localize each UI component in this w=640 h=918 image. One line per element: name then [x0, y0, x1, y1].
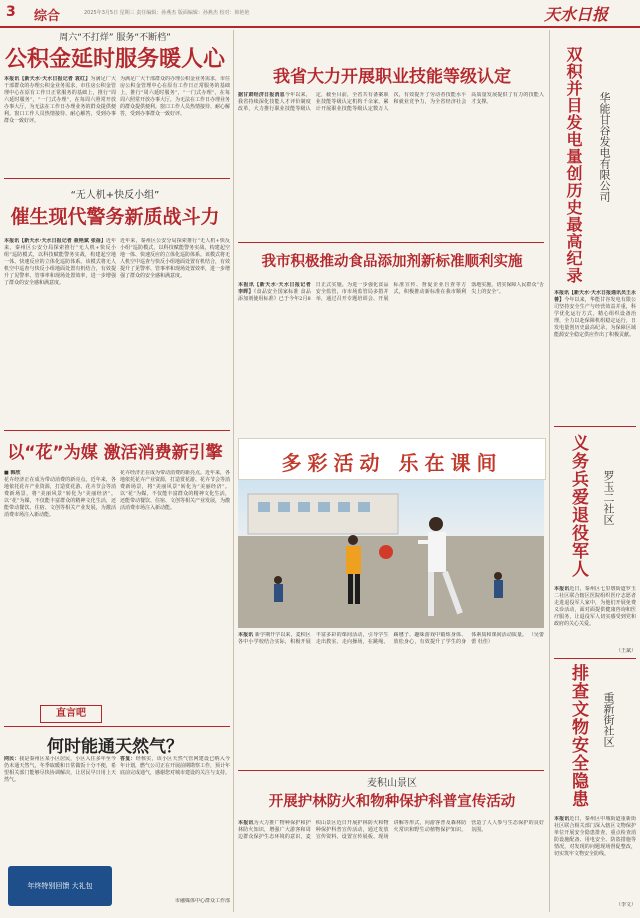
side3-org: 重新街社区 — [602, 692, 615, 747]
article3-text — [4, 470, 116, 700]
divider — [554, 426, 636, 427]
article4-reply-label: 答复： — [120, 756, 136, 762]
page-number: 3 — [6, 4, 16, 20]
article5-body: 今年以来，我省持续深化技能人才评价制度改革，大力推行职业技能等级认定，截至目前，全省共有备案职业技能等级认定机构千余家，累计开展职业技能等级认定数万人次，有效提升了劳动者技能水平和就业竞争力，为全省经济社会高质量发展提供了有力的技能人才支撑。 — [238, 92, 544, 112]
article2-kicker: “无人机+快反小组” — [70, 190, 160, 201]
photo-banner — [238, 438, 546, 480]
photo-scene — [238, 480, 544, 628]
side1-byline: 本报讯【新天水·天水日报通讯员王永善】 — [554, 290, 636, 303]
divider — [4, 726, 230, 727]
article2-byline: 本报讯【新天水·天水日报记者 聂艳斌 张蓓】 — [4, 238, 106, 244]
article1-byline: 本报讯【新天水·天水日报记者 袁红】 — [4, 76, 91, 82]
photo-credit: （吴蕾蕾 杜佳） — [471, 632, 544, 645]
article3-byline: ■ 韩欣 — [4, 470, 21, 476]
photo-caption-byline: 本报讯 — [238, 632, 254, 638]
article6-body: 《食品安全国家标准 食品添加剂使用标准》已于今年2月8日正式实施。为进一步强化食品安全监管，市市场监管局多措并举，通过召开专题培训会、开展标准宣传、督促企业自查等方式，积极推动新标准在我市顺利落地实施，切实保障人民群众“舌尖上的安全”。 — [238, 282, 544, 302]
article1-body-cont: 为满足广大干部群众的办理公积金业务需求，市住房公积金管理中心在原有工作日正常服务的基础上，推行“周六延时服务”，“一门式办理”，在每周六照常开放办事大厅，为无法在工作日办理业务的群众提供便利。窗口工作人员热情接待、耐心解答，受到办事群众一致好评。 — [120, 76, 230, 117]
divider — [554, 658, 636, 659]
article2-body: 近年来，秦州区公安分局探索推行“无人机+快反小组”巡防模式，以科技赋能警务实战，构建起空地一体、快速反应的立体化巡防体系。该模式将无人机空中巡查与快反小组地面处置有机结合，有效提升了见警率、管事率和现场处置效率，进一步增强了群众的安全感和满意度。 — [4, 238, 116, 286]
column-divider — [549, 30, 550, 912]
article1-body: 为满足广大干部群众的办理公积金业务需求，市住房公积金管理中心在原有工作日正常服务的基础上，推行“周六延时服务”，“一门式办理”，在每周六照常开放办事大厅，为无法在工作日办理业务的群众提供便利。窗口工作人员热情接待、耐心解答，受到办事群众一致好评。 — [4, 76, 116, 124]
article3-body-cont: 花卉经济正在成为带动消费的新亮点。近年来，各地依托花卉产业资源，打造赏花游、花卉节会等消费新场景，将“美丽风景”转化为“美丽经济”。以“花”为媒，不仅能丰富群众的精神文化生活，还能带动餐饮、住宿、文创等相关产业发展，为激活消费市场注入新动能。 — [120, 470, 230, 511]
article4-byline: 网民： — [4, 756, 20, 762]
article2-text — [4, 238, 116, 426]
newspaper-logo: 天水日报 — [544, 5, 609, 24]
side2-body: 近日，秦州区七里墩街道罗玉二社区联合辖区医院组织医疗志愿者走进退役军人家中，为他们开展免费义诊活动，面对面提供健康咨询和医疗服务，让退役军人切实感受到党和政府的关心关爱。 — [554, 586, 636, 627]
side1-org: 华能甘谷发电有限公司 — [598, 92, 611, 202]
side3-body: 近日，秦州区中城街道重新街社区联合相关部门深入辖区文物保护单位开展安全隐患排查，重点检查消防设施配备、用电安全、防盗措施等情况，对发现的问题现场督促整改，切实筑牢文物安全防线。 — [554, 816, 636, 857]
photo-banner-text: 多彩活动 乐在课间 — [281, 451, 503, 475]
article2-body-cont: 近年来，秦州区公安分局探索推行“无人机+快反小组”巡防模式，以科技赋能警务实战，构建起空地一体、快速反应的立体化巡防体系。该模式将无人机空中巡查与快反小组地面处置有机结合，有效提升了见警率、管事率和现场处置效率，进一步增强了群众的安全感和满意度。 — [120, 238, 230, 279]
article6-title: 我市积极推动食品添加剂新标准顺利实施 — [261, 254, 523, 270]
article7-byline: 本报讯 — [238, 820, 254, 826]
column-divider — [233, 30, 234, 912]
article6-byline: 本报讯【新天水·天水日报记者 李晖】 — [238, 282, 311, 295]
photo-caption — [238, 632, 544, 756]
side1-body: 今年以来，华能甘谷发电有限公司坚持安全生产与经营效益并重，科学优化运行方式，精心组织设备治理，全力以赴保障机组稳定运行，日发电量创历史最高纪录，为保障区域能源安全稳定供应作出了积极贡献。 — [554, 297, 636, 338]
side2-title: 义务兵爱退役军人 — [568, 434, 588, 578]
article4-footer: 市融媒体中心群众工作部 — [174, 898, 230, 904]
article1-kicker: 周六“不打烊” 服务“不断档” — [59, 33, 171, 43]
side3-byline: 本报讯 — [554, 816, 570, 822]
article7-text — [238, 820, 544, 912]
article3-body: 花卉经济正在成为带动消费的新亮点。近年来，各地依托花卉产业资源，打造赏花游、花卉节会等消费新场景，将“美丽风景”转化为“美丽经济”。以“花”为媒，不仅能丰富群众的精神文化生活，还能带动餐饮、住宿、文创等相关产业发展，为激活消费市场注入新动能。 — [4, 477, 116, 518]
side2-byline: 本报讯 — [554, 586, 570, 592]
header-meta: 2025年3月5日 星期三 责任编辑：孙燕杰 版面编辑：孙燕杰 校对：韩艳艳 — [84, 10, 250, 16]
article4-body: 我是秦州区某小区居民，小区入住多年至今仍未通天然气，冬季取暖和日常做饭十分不便，希望相关部门能够尽快协调解决，让居民早日用上天然气。 — [4, 756, 116, 783]
side3-title: 排查文物安全隐患 — [568, 664, 588, 808]
side2-text — [554, 586, 636, 648]
article2-text-col2 — [120, 238, 230, 426]
side3-credit: （李文） — [615, 902, 636, 908]
article4-reply-text: 经核实，该小区天然气管网建设已纳入今年计划，燃气公司正在开展前期勘察工作，预计年底前完成通气，感谢您对城市建设的关注与支持。 — [120, 756, 230, 776]
article1-text-col2 — [120, 76, 230, 176]
article4-text — [4, 756, 116, 864]
column-logo: 直言吧 — [40, 705, 102, 723]
article1-text — [4, 76, 116, 176]
article7-body: 为大力推广物种保护和护林防火知识，增强广大游客和周边群众保护生态环境的意识，麦积山景区近日开展护林防火和物种保护科普宣传活动，通过发放宣传资料、设置宣传展板、现场讲解等形式，向游客普及森林防火常识和野生动植物保护知识，营造了人人参与生态保护的良好氛围。 — [238, 820, 544, 840]
side2-org: 罗玉二社区 — [602, 470, 615, 525]
divider — [238, 770, 544, 771]
article5-byline: 据甘肃经济日报消息 — [238, 92, 285, 98]
article2-title: 催生现代警务新质战斗力 — [10, 206, 220, 228]
article7-kicker: 麦积山景区 — [367, 778, 417, 789]
side3-text — [554, 816, 636, 900]
article1-title: 公积金延时服务暖人心 — [4, 47, 225, 72]
activity-photo — [238, 480, 544, 628]
article4-reply — [120, 756, 230, 894]
article4-title: 何时能通天然气？ — [47, 737, 183, 757]
side2-credit: （王斌） — [615, 648, 636, 654]
article5-text — [238, 92, 544, 238]
article5-title: 我省大力开展职业技能等级认定 — [273, 67, 511, 87]
section-name: 综合 — [34, 9, 61, 24]
divider — [238, 242, 544, 243]
article6-text — [238, 282, 544, 432]
photo-caption-text: 新学期开学以来，麦积区各中小学校结合实际，积极开展丰富多彩的课间活动，引导学生走出教室、走向操场，在跳绳、踢毽子、趣味游戏中锻炼身体、放松身心，有效提升了学生的身体素质和课间活动质量。 — [238, 632, 528, 645]
side1-text — [554, 290, 636, 422]
article7-title: 开展护林防火和物种保护科普宣传活动 — [268, 794, 516, 810]
article3-title: 以“花”为媒 激活消费新引擎 — [7, 443, 223, 463]
article3-text-col2 — [120, 470, 230, 700]
divider — [4, 178, 230, 179]
divider — [4, 430, 230, 431]
side1-title: 双积并目发电量创历史最高纪录 — [564, 46, 583, 284]
ad-image: 年终特别回馈 大礼包 — [8, 866, 112, 906]
